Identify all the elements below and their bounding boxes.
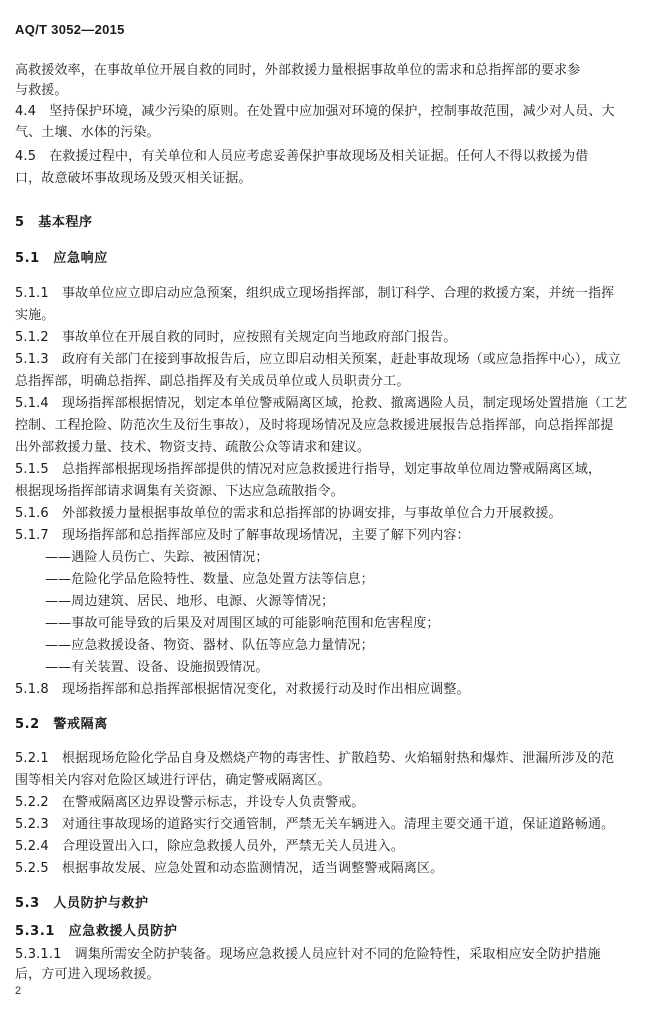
list-item: ——周边建筑、居民、地形、电源、火源等情况； [45, 594, 335, 609]
paragraph-line: 后，方可进入现场救援。 [15, 967, 160, 982]
section-heading: 5.1 应急响应 [15, 251, 108, 266]
paragraph-line: 5.2.2 在警戒隔离区边界设警示标志，并设专人负责警戒。 [15, 795, 365, 810]
paragraph-line: 与救援。 [15, 83, 68, 98]
section-heading: 5 基本程序 [15, 215, 93, 230]
paragraph-line: 总指挥部，明确总指挥、副总指挥及有关成员单位或人员职责分工。 [15, 374, 410, 389]
list-item: ——遇险人员伤亡、失踪、被困情况； [45, 550, 269, 565]
section-heading: 5.3.1 应急救援人员防护 [15, 924, 178, 939]
paragraph-line: 5.1.8 现场指挥部和总指挥部根据情况变化，对救援行动及时作出相应调整。 [15, 682, 470, 697]
paragraph-line: 5.1.2 事故单位在开展自救的同时，应按照有关规定向当地政府部门报告。 [15, 330, 457, 345]
paragraph-line: 出外部救援力量、技术、物资支持、疏散公众等请求和建议。 [15, 440, 371, 455]
list-item: ——事故可能导致的后果及对周围区域的可能影响范围和危害程度； [45, 616, 440, 631]
section-heading: 5.3 人员防护与救护 [15, 896, 149, 911]
paragraph-line: 4.5 在救援过程中，有关单位和人员应考虑妥善保护事故现场及相关证据。任何人不得以救援为借 [15, 149, 589, 164]
paragraph-line: 5.1.3 政府有关部门在接到事故报告后，应立即启动相关预案，赶赴事故现场（或应急指挥中心），成立 [15, 352, 621, 367]
paragraph-line: 围等相关内容对危险区域进行评估，确定警戒隔离区。 [15, 773, 331, 788]
paragraph-line: 5.2.3 对通往事故现场的道路实行交通管制，严禁无关车辆进入。清理主要交通干道，保证道路畅通。 [15, 817, 615, 832]
paragraph-line: 5.2.1 根据现场危险化学品自身及燃烧产物的毒害性、扩散趋势、火焰辐射热和爆炸、泄漏所涉及的范 [15, 751, 615, 766]
page-number: 2 [15, 985, 22, 997]
paragraph-line: 5.2.5 根据事故发展、应急处置和动态监测情况，适当调整警戒隔离区。 [15, 861, 444, 876]
paragraph-line: 5.1.6 外部救援力量根据事故单位的需求和总指挥部的协调安排，与事故单位合力开展救援。 [15, 506, 562, 521]
paragraph-line: 气、土壤、水体的污染。 [15, 125, 160, 140]
paragraph-line: 5.1.5 总指挥部根据现场指挥部提供的情况对应急救援进行指导，划定事故单位周边警戒隔离区域， [15, 462, 602, 477]
standard-number-header: AQ/T 3052—2015 [15, 22, 125, 37]
paragraph-line: 5.1.7 现场指挥部和总指挥部应及时了解事故现场情况，主要了解下列内容： [15, 528, 470, 543]
paragraph-line: 5.1.4 现场指挥部根据情况，划定本单位警戒隔离区域，抢救、撤离遇险人员，制定现场处置措施（工艺 [15, 396, 628, 411]
list-item: ——应急救援设备、物资、器材、队伍等应急力量情况； [45, 638, 374, 653]
paragraph-line: 5.3.1.1 调集所需安全防护装备。现场应急救援人员应针对不同的危险特性，采取相应安全防护措施 [15, 947, 601, 962]
paragraph-line: 口，故意破坏事故现场及毁灭相关证据。 [15, 171, 252, 186]
paragraph-line: 实施。 [15, 308, 55, 323]
list-item: ——危险化学品危险特性、数量、应急处置方法等信息； [45, 572, 374, 587]
paragraph-line: 5.1.1 事故单位应立即启动应急预案，组织成立现场指挥部，制订科学、合理的救援方案，并统一指挥 [15, 286, 615, 301]
section-heading: 5.2 警戒隔离 [15, 717, 108, 732]
paragraph-line: 高救援效率，在事故单位开展自救的同时，外部救援力量根据事故单位的需求和总指挥部的要求参 [15, 63, 581, 78]
paragraph-line: 5.2.4 合理设置出入口，除应急救援人员外，严禁无关人员进入。 [15, 839, 404, 854]
paragraph-line: 根据现场指挥部请求调集有关资源、下达应急疏散指令。 [15, 484, 344, 499]
paragraph-line: 4.4 坚持保护环境，减少污染的原则。在处置中应加强对环境的保护，控制事故范围，减少对人员、大 [15, 104, 615, 119]
list-item: ——有关装置、设备、设施损毁情况。 [45, 660, 269, 675]
paragraph-line: 控制、工程抢险、防范次生及衍生事故），及时将现场情况及应急救援进展报告总指挥部，向总指挥部提 [15, 418, 614, 433]
